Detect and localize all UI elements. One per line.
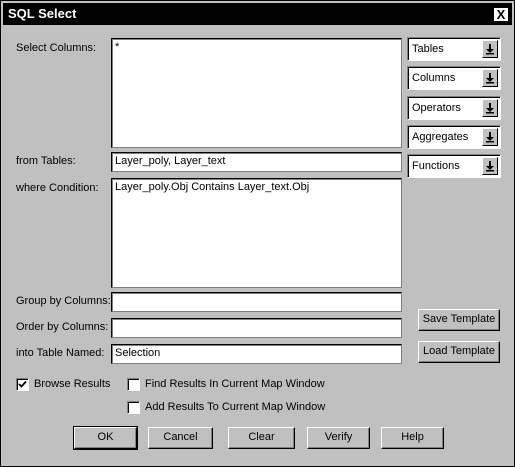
columns-dropdown[interactable]	[407, 66, 501, 90]
aggregates-dropdown-arrow-icon[interactable]	[482, 128, 498, 146]
columns-dropdown-arrow-icon[interactable]	[482, 69, 498, 87]
close-icon: X	[496, 7, 506, 22]
browse-results-label[interactable]: Browse Results	[34, 378, 111, 390]
window-title: SQL Select	[8, 6, 77, 21]
tables-dropdown[interactable]	[407, 37, 501, 61]
operators-dropdown-label: Operators	[412, 102, 461, 114]
into-table-label: into Table Named:	[16, 347, 105, 359]
aggregates-dropdown-label: Aggregates	[412, 131, 469, 143]
checkmark-icon	[18, 380, 27, 389]
load-template-button[interactable]: Load Template	[418, 341, 500, 363]
close-button[interactable]	[493, 7, 509, 22]
columns-dropdown-label: Columns	[412, 72, 456, 84]
select-columns-field[interactable]: *	[111, 38, 402, 148]
add-results-checkbox[interactable]	[127, 401, 140, 414]
tables-dropdown-arrow-icon[interactable]	[482, 40, 498, 58]
ok-button[interactable]: OK	[74, 427, 137, 449]
aggregates-dropdown[interactable]	[407, 125, 501, 149]
group-by-field[interactable]	[111, 292, 402, 312]
where-condition-label: where Condition:	[16, 182, 99, 194]
find-results-label[interactable]: Find Results In Current Map Window	[145, 378, 325, 390]
help-button[interactable]: Help	[381, 427, 444, 449]
group-by-label: Group by Columns:	[16, 295, 111, 307]
operators-dropdown-arrow-icon[interactable]	[482, 99, 498, 117]
order-by-field[interactable]	[111, 318, 402, 338]
functions-dropdown-label: Functions	[412, 160, 460, 172]
clear-button[interactable]: Clear	[228, 427, 295, 449]
from-tables-label: from Tables:	[16, 155, 76, 167]
select-columns-label: Select Columns:	[16, 42, 97, 54]
save-template-button[interactable]: Save Template	[418, 309, 500, 331]
add-results-label[interactable]: Add Results To Current Map Window	[145, 401, 326, 413]
where-condition-field[interactable]: Layer_poly.Obj Contains Layer_text.Obj	[111, 178, 402, 288]
find-results-checkbox[interactable]	[127, 378, 140, 391]
operators-dropdown[interactable]	[407, 96, 501, 120]
cancel-button[interactable]: Cancel	[148, 427, 213, 449]
functions-dropdown[interactable]	[407, 154, 501, 178]
title-bar[interactable]	[3, 3, 512, 25]
from-tables-field[interactable]: Layer_poly, Layer_text	[111, 152, 402, 172]
verify-button[interactable]: Verify	[307, 427, 370, 449]
order-by-label: Order by Columns:	[16, 321, 109, 333]
functions-dropdown-arrow-icon[interactable]	[482, 157, 498, 175]
browse-results-checkbox[interactable]	[16, 378, 29, 391]
into-table-field[interactable]: Selection	[111, 344, 402, 364]
tables-dropdown-label: Tables	[412, 43, 444, 55]
